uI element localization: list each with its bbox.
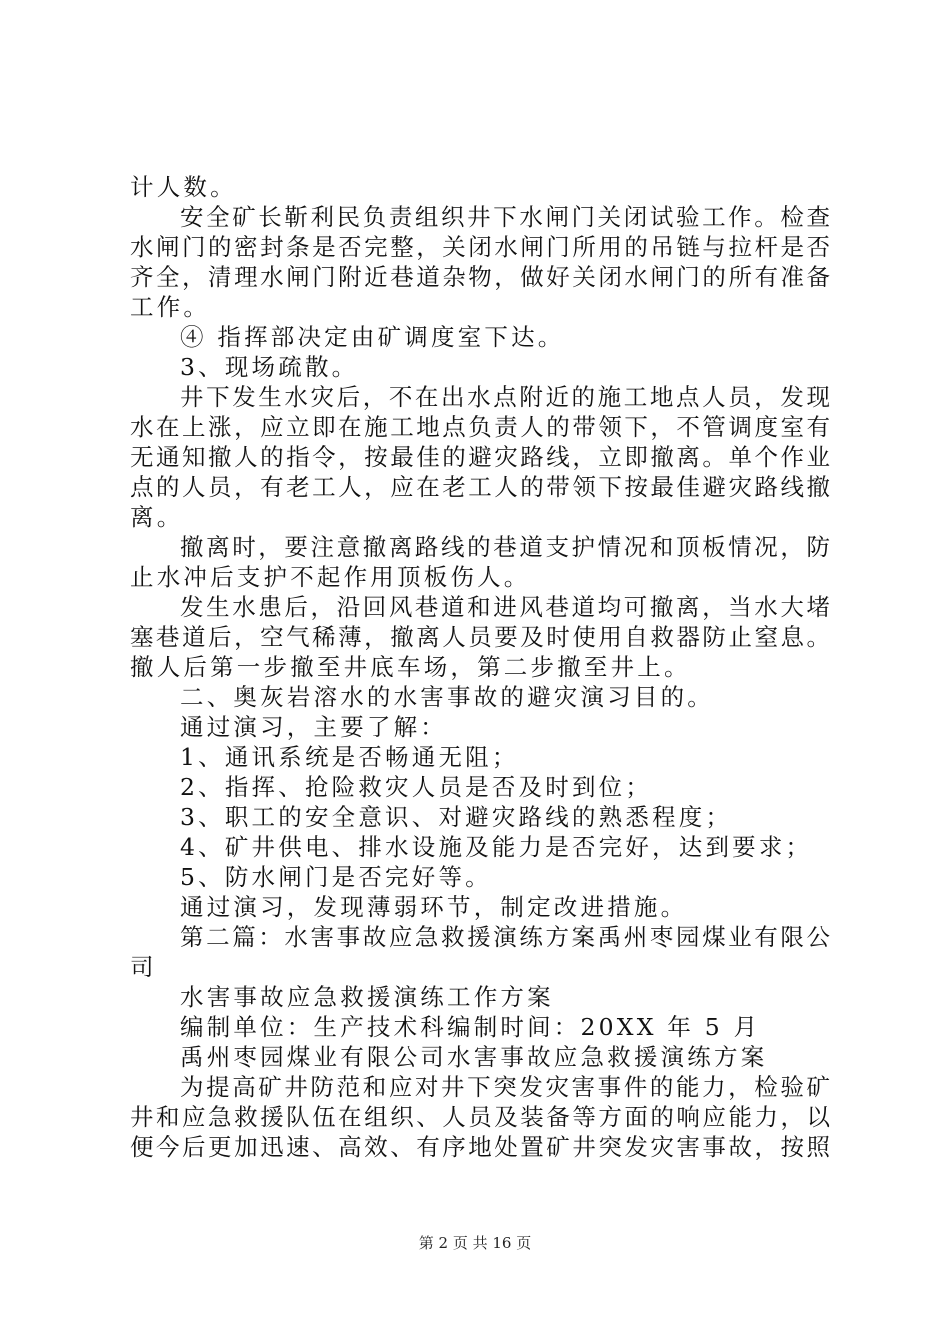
text-line: 1、通讯系统是否畅通无阻；: [180, 743, 519, 771]
text-line: 通过演习，发现薄弱环节，制定改进措施。: [180, 893, 688, 921]
text-line: 水闸门的密封条是否完整，关闭水闸门所用的吊链与拉杆是否: [130, 233, 830, 261]
text-line: 司: [130, 953, 157, 981]
text-line: 便今后更加迅速、高效、有序地处置矿井突发灾害事故，按照: [130, 1133, 830, 1161]
text-line: 塞巷道后，空气稀薄，撤离人员要及时使用自救器防止窒息。: [130, 623, 830, 651]
text-line: 撤离时，要注意撤离路线的巷道支护情况和顶板情况，防: [180, 533, 830, 561]
text-line: 3、现场疏散。: [180, 353, 359, 381]
text-line: 齐全，清理水闸门附近巷道杂物，做好关闭水闸门的所有准备: [130, 263, 830, 291]
text-line: 水害事故应急救援演练工作方案: [180, 983, 554, 1011]
text-line: 点的人员，有老工人，应在老工人的带领下按最佳避灾路线撤: [130, 473, 830, 501]
text-line: 撤人后第一步撤至井底车场，第二步撤至井上。: [130, 653, 691, 681]
text-line: 第二篇：水害事故应急救援演练方案禹州枣园煤业有限公: [180, 923, 830, 951]
text-line: 5、防水闸门是否完好等。: [180, 863, 492, 891]
text-line: 工作。: [130, 293, 211, 321]
text-line: 为提高矿井防范和应对井下突发灾害事件的能力，检验矿: [180, 1073, 830, 1101]
text-line: 止水冲后支护不起作用顶板伤人。: [130, 563, 531, 591]
text-line: 井和应急救援队伍在组织、人员及装备等方面的响应能力，以: [130, 1103, 830, 1131]
document-body: [130, 172, 830, 1162]
text-line: 2、指挥、抢险救灾人员是否及时到位；: [180, 773, 653, 801]
text-line: 安全矿长靳利民负责组织井下水闸门关闭试验工作。检查: [180, 203, 830, 231]
text-line: 离。: [130, 503, 184, 531]
text-line: 二、奥灰岩溶水的水害事故的避灾演习目的。: [180, 683, 714, 711]
text-line: 通过演习，主要了解：: [180, 713, 447, 741]
text-line: 编制单位：生产技术科编制时间：20XX 年 5 月: [180, 1013, 761, 1041]
text-line: 3、职工的安全意识、对避灾路线的熟悉程度；: [180, 803, 733, 831]
text-line: 4、矿井供电、排水设施及能力是否完好，达到要求；: [180, 833, 813, 861]
page-footer: 第 2 页 共 16 页: [418, 1234, 532, 1252]
text-line: 水在上涨，应立即在施工地点负责人的带领下，不管调度室有: [130, 413, 830, 441]
text-line: 发生水患后，沿回风巷道和进风巷道均可撤离，当水大堵: [180, 593, 830, 621]
text-line: 无通知撤人的指令，按最佳的避灾路线，立即撤离。单个作业: [130, 443, 830, 471]
text-line: 禹州枣园煤业有限公司水害事故应急救援演练方案: [180, 1043, 768, 1071]
text-line: ④ 指挥部决定由矿调度室下达。: [180, 323, 565, 351]
text-line: 计人数。: [130, 173, 237, 201]
text-line: 井下发生水灾后，不在出水点附近的施工地点人员，发现: [180, 383, 830, 411]
